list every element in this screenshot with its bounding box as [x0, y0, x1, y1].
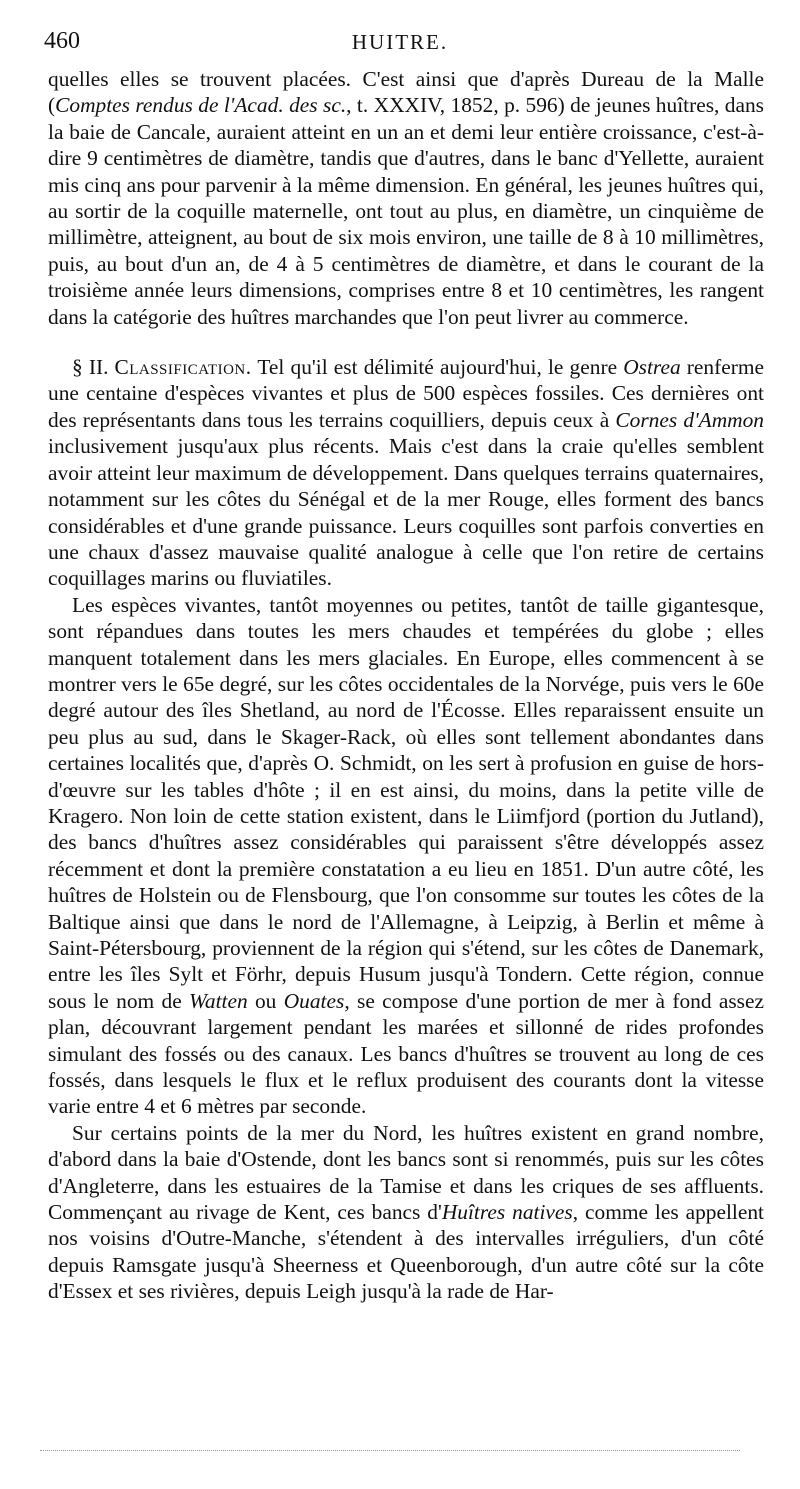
term-italic: Huîtres natives [441, 1200, 573, 1225]
paragraph-text: , t. XXXIV, 1852, p. 596) de jeunes huîtres, dans la baie de Cancale, auraient atteint en un an et demi leur entière croissance, c'est-à-dire 9 centimètres de diamètre, tandis que d'autres, dans le banc d'Yellette, auraient mis cinq ans pour parvenir à la même dimension. En général, les jeunes huîtres qui, au sortir de la coquille maternelle, ont tout au plus, en diamètre, un cinquième de millimètre, atteignent, au bout de six mois environ, une taille de 8 à 10 millimètres, puis, au bout d'un an, de 4 à 5 centimètres de diamètre, et dans le courant de la troisième année leurs dimensions, comprises entre 8 et 10 centimètres, les rangent dans la catégorie des huîtres marchandes que l'on peut livrer au commerce. [48, 93, 764, 329]
paragraph-text: Les espèces vivantes, tantôt moyennes ou petites, tantôt de taille gigantesque, sont répandues dans toutes les mers chaudes et tempérées du globe ; elles manquent totalement dans les mers glaciales. En Europe, elles commencent à se montrer vers le 65e degré, sur les côtes occidentales de la Norvége, puis vers le 60e degré autour des îles Shetland, au nord de l'Écosse. Elles reparaissent ensuite un peu plus au sud, dans le Skager-Rack, où elles sont tellement abondantes dans certaines localités que, d'après O. Schmidt, on les sert à profusion en guise de hors-d'œuvre sur les tables d'hôte ; il en est ainsi, du moins, dans la petite ville de Kragero. Non loin de cette station existent, dans le Liimfjord (portion du Jutland), des bancs d'huîtres assez considérables qui paraissent s'être développés assez récemment et dont la première constatation a eu lieu en 1851. D'un autre côté, les huîtres de Holstein ou de Flensbourg, que l'on consomme sur toutes les côtes de la Baltique ainsi que dans le nord de l'Allemagne, à Leipzig, à Berlin et même à Saint-Pétersbourg, proviennent de la région qui s'étend, sur les côtes de Danemark, entre les îles Sylt et Förhr, depuis Husum jusqu'à Tondern. Cette région, connue sous le nom de [48, 592, 764, 1013]
term-italic: Ouates [283, 988, 345, 1013]
citation-italic: Comptes rendus de l'Acad. des sc. [55, 93, 347, 118]
running-head: HUITRE. [351, 30, 449, 54]
paragraph-2 [48, 354, 764, 592]
paragraph-text: Sur certains points de la mer du Nord, les huîtres existent en grand nombre, d'abord dans la baie d'Ostende, dont les bancs sont si renommés, puis sur les côtes d'Angleterre, dans les estuaires de la Tamise et dans les criques de ses affluents. Commençant au rivage de Kent, ces bancs d' [48, 1120, 764, 1225]
section-title: Classification. [114, 355, 252, 380]
page-body [48, 66, 764, 1305]
page-number: 460 [44, 28, 80, 54]
term-italic: Watten [189, 988, 248, 1013]
paragraph-text: inclusivement jusqu'aux plus récents. Mais c'est dans la craie qu'elles semblent avoir atteint leur maximum de développement. Dans quelques terrains quaternaires, notamment sur les côtes du Sénégal et de la mer Rouge, elles forment des bancs considérables et d'une grande puissance. Leurs coquilles sont parfois converties en une chaux d'assez mauvaise qualité analogue à celle que l'on retire de certains coquillages marins ou fluviatiles. [48, 434, 764, 591]
section-number: § II. [72, 355, 109, 380]
paragraph-text: quelles elles se trouvent placées. C'est ainsi que d'après Dureau de la Malle ( [48, 67, 764, 118]
genus-italic: Ostrea [623, 355, 681, 380]
paragraph-text: , comme les appellent nos voisins d'Outre-Manche, s'étendent à des intervalles irréguliers, d'un côté depuis Ramsgate jusqu'à Sheerness et Queenborough, d'un autre côté sur la côte d'Essex et ses rivières, depuis Leigh jusqu'à la rade de Har- [48, 1200, 764, 1304]
paragraph-text: , se compose d'une portion de mer à fond assez plan, découvrant largement pendant les marées et sillonné de rides profondes simulant des fossés ou des canaux. Les bancs d'huîtres se trouvent au long de ces fossés, dans lesquels le flux et le reflux produisent des courants dont la vitesse varie entre 4 et 6 mètres par seconde. [48, 988, 764, 1119]
paragraph-text: ou [247, 988, 284, 1013]
term-italic: Cornes d'Ammon [615, 407, 765, 432]
paragraph-4 [48, 1120, 764, 1305]
paragraph-text: Tel qu'il est délimité aujourd'hui, le genre [251, 355, 624, 380]
paragraph-3 [48, 592, 764, 1120]
paragraph-1 [48, 66, 764, 330]
page-header [44, 28, 756, 58]
footer-rule [40, 1450, 740, 1451]
paragraph-text: renferme une centaine d'espèces vivantes et plus de 500 espèces fossiles. Ces dernières ont des représentants dans tous les terrains coquilliers, depuis ceux à [48, 355, 764, 432]
